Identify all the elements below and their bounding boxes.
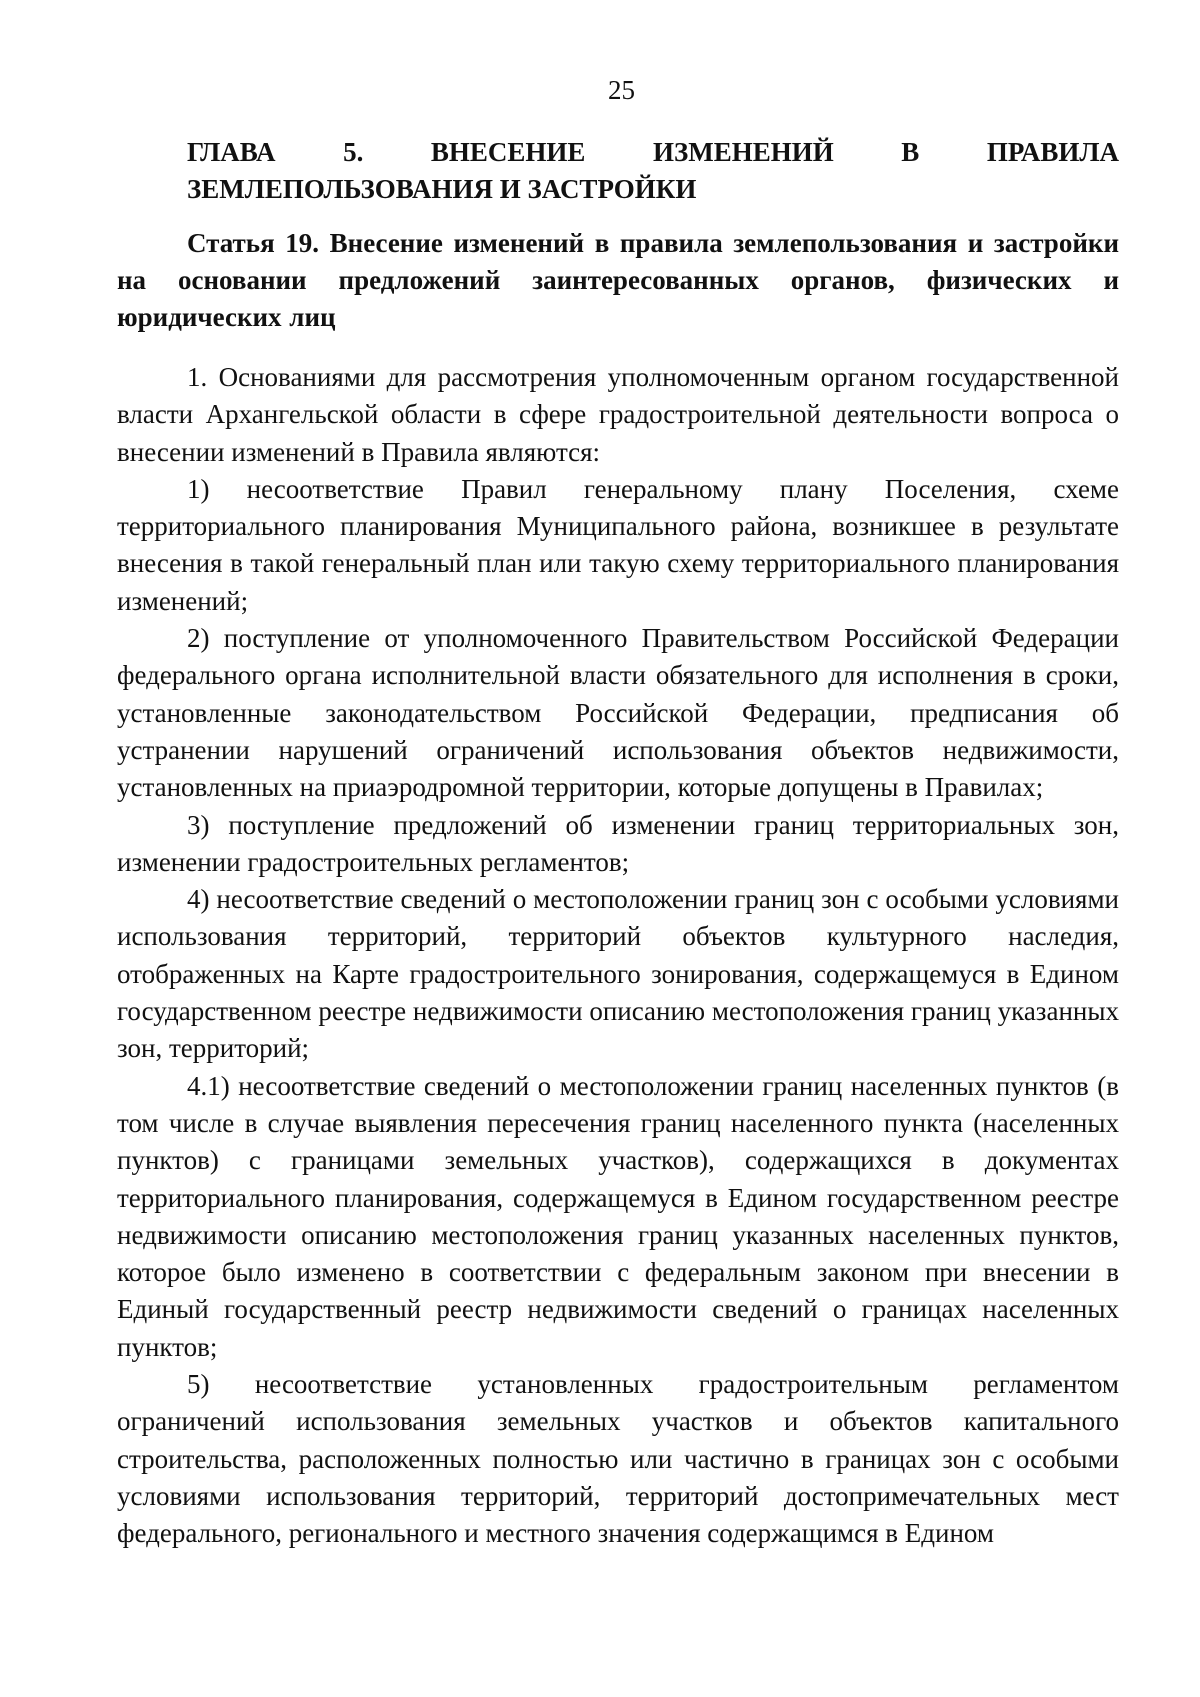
paragraph-item-1: 1) несоответствие Правил генеральному плану Поселения, схеме территориального планирования Муниципального района, возникшее в результате внесения в такой генеральный план или такую схему территориального планирования изменений; xyxy=(117,473,1119,616)
chapter-title-line-1: ГЛАВА 5. ВНЕСЕНИЕ ИЗМЕНЕНИЙ В ПРАВИЛА xyxy=(187,137,1119,167)
document-body xyxy=(117,134,1119,1553)
paragraph-item-2: 2) поступление от уполномоченного Правительством Российской Федерации федерального органа исполнительной власти обязательного для исполнения в сроки, установленные законодательством Российской Федерации, предписания об устранении нарушений ограничений использования объектов недвижимости, установленных на приаэродромной территории, которые допущены в Правилах; xyxy=(117,623,1119,803)
paragraph-item-4-1: 4.1) несоответствие сведений о местоположении границ населенных пунктов (в том числе в случае выявления пересечения границ населенного пункта (населенных пунктов) с границами земельных участков), содержащихся в документах территориального планирования, содержащемуся в Едином государственном реестре недвижимости описанию местоположения границ указанных населенных пунктов, которое было изменено в соответствии с федеральным законом при внесении в Единый государственный реестр недвижимости сведений о границах населенных пунктов; xyxy=(117,1070,1119,1362)
paragraph-grounds: 1. Основаниями для рассмотрения уполномоченным органом государственной власти Архангельской области в сфере градостроительной деятельности вопроса о внесении изменений в Правила являются: xyxy=(117,362,1119,467)
chapter-title-line-2: ЗЕМЛЕПОЛЬЗОВАНИЯ И ЗАСТРОЙКИ xyxy=(187,174,697,204)
article-title: Статья 19. Внесение изменений в правила землепользования и застройки на основании предложений заинтересованных органов, физических и юридических лиц xyxy=(117,228,1119,332)
paragraph-item-5: 5) несоответствие установленных градостроительным регламентом ограничений использования земельных участков и объектов капитального строительства, расположенных полностью или частично в границах зон с особыми условиями использования территорий, территорий достопримечательных мест федерального, регионального и местного значения содержащимся в Едином xyxy=(117,1369,1119,1549)
page-number: 25 xyxy=(608,75,635,105)
paragraph-item-4: 4) несоответствие сведений о местоположении границ зон с особыми условиями использования территорий, территорий объектов культурного наследия, отображенных на Карте градостроительного зонирования, содержащемуся в Едином государственном реестре недвижимости описанию местоположения границ указанных зон, территорий; xyxy=(117,884,1119,1064)
chapter-title xyxy=(117,134,1119,208)
paragraph-item-3: 3) поступление предложений об изменении границ территориальных зон, изменении градостроительных регламентов; xyxy=(117,809,1119,877)
